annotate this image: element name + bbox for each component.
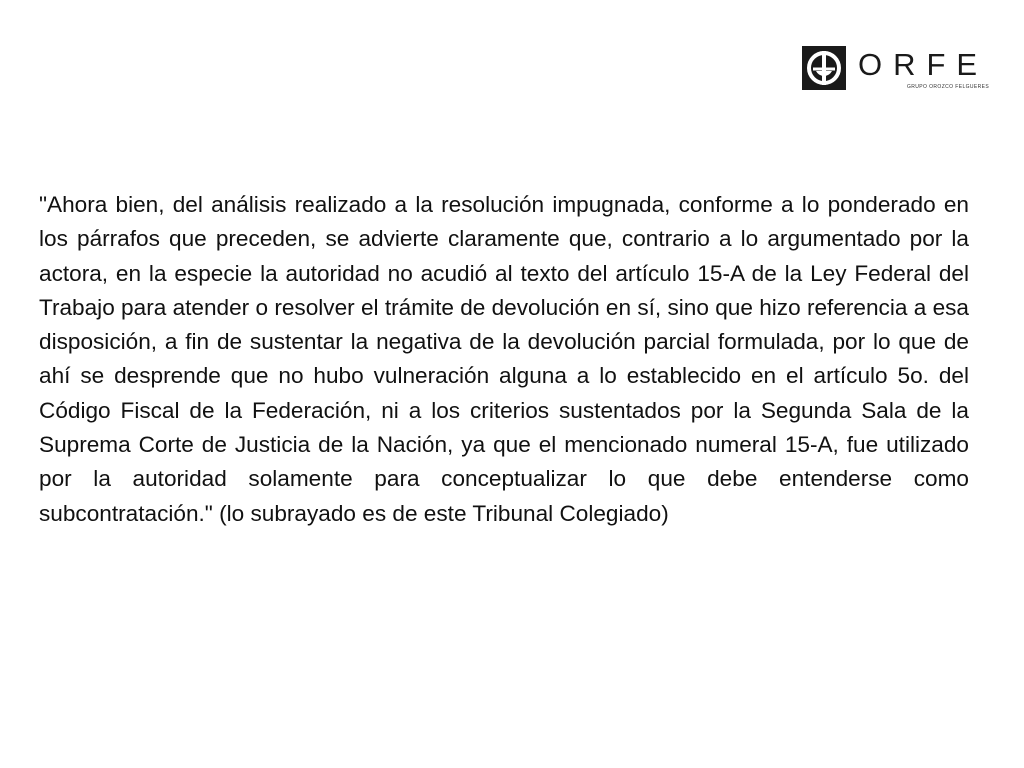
orfe-logo [802, 46, 990, 94]
logo-wordmark: ORFE [858, 47, 989, 82]
logo-tagline: GRUPO OROZCO FELGUERES [907, 84, 990, 90]
legal-quote-paragraph: "Ahora bien, del análisis realizado a la resolución impugnada, conforme a lo ponderado en los párrafos que preceden, se advierte claramente que, contrario a lo argumentado por la actora, en la especie la autoridad no acudió al texto del artículo 15-A de la Ley Federal del Trabajo para atender o resolver el trámite de devolución en sí, sino que hizo referencia a esa disposición, a fin de sustentar la negativa de la devolución parcial formulada, por lo que de ahí se desprende que no hubo vulneración alguna a lo establecido en el artículo 5o. del Código Fiscal de la Federación, ni a los criterios sustentados por la Segunda Sala de la Suprema Corte de Justicia de la Nación, ya que el mencionado numeral 15-A, fue utilizado por la autoridad solamente para conceptualizar lo que debe entenderse como subcontratación." (lo subrayado es de este Tribunal Colegiado) [39, 192, 969, 526]
orfe-circle-logo-icon [802, 46, 846, 90]
